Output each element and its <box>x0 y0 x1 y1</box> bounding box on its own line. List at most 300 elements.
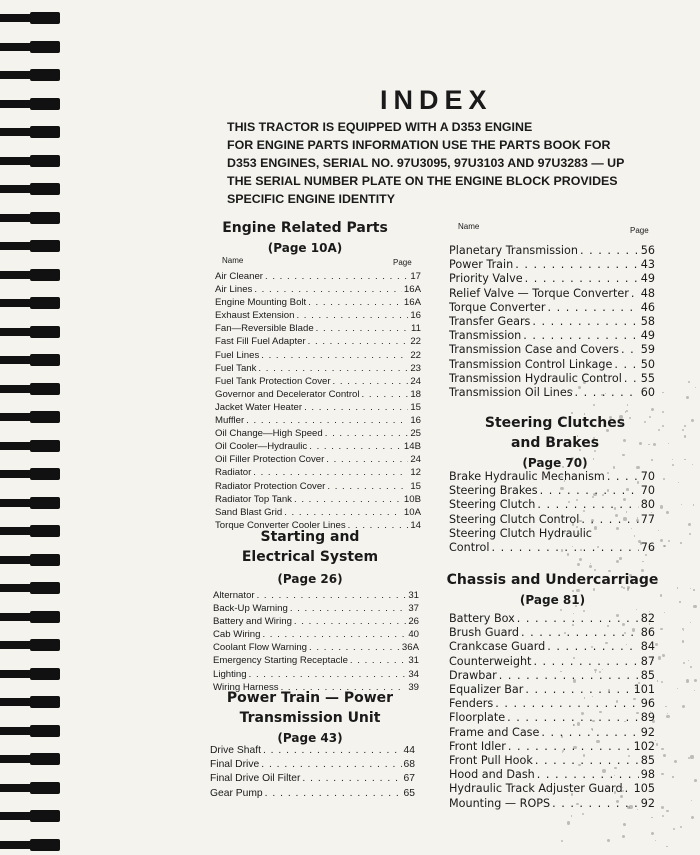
leader-dots <box>535 754 639 768</box>
entry-page: 82 <box>640 612 655 625</box>
entry-name: Sand Blast Grid <box>215 506 283 518</box>
index-entry <box>215 296 421 309</box>
print-speck <box>578 533 580 535</box>
leader-dots <box>325 427 409 440</box>
section-title: Steering Clutches <box>484 415 626 431</box>
print-speck <box>682 429 684 431</box>
print-speck <box>660 594 662 596</box>
print-speck <box>681 504 682 505</box>
print-speck <box>660 628 662 630</box>
leader-dots <box>333 375 409 388</box>
print-speck <box>591 522 593 524</box>
entry-name: Oil Change—High Speed <box>215 428 323 440</box>
print-speck <box>564 632 566 634</box>
leader-dots <box>296 309 408 322</box>
print-speck <box>576 803 579 806</box>
entry-page: 36A <box>401 642 419 654</box>
print-speck <box>560 487 563 490</box>
entry-name: Air Cleaner <box>215 271 263 282</box>
print-speck <box>627 577 629 579</box>
engine-parts-list <box>215 270 421 532</box>
print-speck <box>651 459 653 461</box>
steering-parts-list <box>449 470 655 555</box>
print-speck <box>693 589 695 591</box>
entry-page: 25 <box>410 428 421 440</box>
entry-name: Fenders <box>449 697 494 711</box>
entry-name: Transfer Gears <box>449 315 531 329</box>
index-entry <box>449 301 655 315</box>
print-speck <box>633 698 635 700</box>
binding-ring <box>30 668 60 680</box>
print-speck <box>666 511 669 514</box>
print-speck <box>694 690 695 691</box>
binding-ring <box>30 525 60 537</box>
notice-line: THIS TRACTOR IS EQUIPPED WITH A D353 ENGINE <box>227 120 533 134</box>
leader-dots <box>261 758 401 772</box>
entry-name: Radiator Protection Cover <box>215 480 326 492</box>
print-speck <box>571 815 573 817</box>
print-speck <box>666 715 669 718</box>
index-entry <box>449 640 655 654</box>
entry-page: 23 <box>410 362 421 374</box>
entry-name: Power Train <box>449 258 514 272</box>
print-speck <box>639 442 642 445</box>
leader-dots <box>262 628 406 641</box>
entry-name: Relief Valve — Torque Converter <box>449 286 629 300</box>
leader-dots <box>541 726 638 740</box>
entry-name: Emergency Starting Receptacle <box>213 655 348 667</box>
leader-dots <box>499 669 639 683</box>
entry-page: 17 <box>410 271 421 282</box>
entry-page: 49 <box>640 329 655 343</box>
spiral-binding <box>0 0 52 855</box>
entry-page: 16A <box>403 284 421 296</box>
entry-name: Alternator <box>213 590 255 601</box>
entry-name: Frame and Case <box>449 725 540 739</box>
print-speck <box>680 826 682 828</box>
entry-page: 98 <box>640 768 655 782</box>
print-speck <box>668 443 669 444</box>
binding-ring <box>30 753 60 765</box>
print-speck <box>661 681 663 683</box>
print-speck <box>651 832 654 835</box>
index-entry <box>215 480 421 493</box>
print-speck <box>628 677 629 678</box>
entry-page: 60 <box>640 386 655 400</box>
print-speck <box>621 586 623 588</box>
entry-name: Drive Shaft <box>210 745 261 756</box>
entry-page: 39 <box>408 681 419 693</box>
print-speck <box>626 410 628 412</box>
leader-dots <box>261 349 408 362</box>
index-entry <box>215 493 421 506</box>
print-speck <box>635 687 637 689</box>
entry-page: 70 <box>640 484 655 498</box>
leader-dots <box>625 782 632 796</box>
print-speck <box>688 523 691 526</box>
entry-page: 22 <box>410 336 421 348</box>
print-speck <box>597 546 599 548</box>
leader-dots <box>284 506 402 519</box>
entry-page: 12 <box>410 467 421 479</box>
leader-dots <box>253 466 408 479</box>
index-entry <box>215 427 421 440</box>
print-speck <box>677 587 678 588</box>
index-entry <box>210 758 415 772</box>
print-speck <box>620 795 623 798</box>
print-speck <box>686 396 689 399</box>
binding-ring <box>30 497 60 509</box>
binding-ring <box>30 839 60 851</box>
entry-page: 37 <box>408 603 419 615</box>
binding-ring <box>30 69 60 81</box>
print-speck <box>653 443 656 446</box>
section-page-ref: (Page 43) <box>277 731 343 745</box>
engine-section-heading <box>215 218 395 258</box>
entry-page: 16 <box>410 310 421 322</box>
powertrain-section-heading <box>215 688 405 748</box>
entry-name: Torque Converter Cooler Lines <box>215 519 346 531</box>
entry-name: Control <box>449 541 490 555</box>
leader-dots <box>263 744 402 758</box>
entry-page: 16A <box>403 297 421 309</box>
entry-name: Steering Brakes <box>449 484 538 498</box>
print-speck <box>663 478 665 480</box>
print-speck <box>594 526 597 529</box>
index-entry <box>215 362 421 375</box>
entry-name: Floorplate <box>449 711 506 725</box>
entry-name: Priority Valve <box>449 272 523 286</box>
leader-dots <box>525 272 639 286</box>
index-entry <box>449 287 655 301</box>
index-entry <box>215 401 421 414</box>
leader-dots <box>257 589 407 602</box>
entry-page: 11 <box>411 323 421 335</box>
entry-page: 16 <box>410 415 421 427</box>
entry-name: Governor and Decelerator Control <box>215 388 360 400</box>
entry-name: Fuel Tank <box>215 362 257 374</box>
index-entry <box>449 697 655 711</box>
entry-name: Gear Pump <box>210 787 263 799</box>
print-speck <box>595 671 596 672</box>
print-speck <box>623 498 626 501</box>
section-title: Transmission Unit <box>239 710 381 726</box>
print-speck <box>657 680 659 682</box>
index-entry <box>215 440 421 453</box>
print-speck <box>576 589 579 592</box>
leader-dots <box>532 315 638 329</box>
leader-dots <box>548 301 639 315</box>
entry-name: Back-Up Warning <box>213 603 288 615</box>
section-title: and Brakes <box>510 435 600 451</box>
index-entry <box>215 270 421 283</box>
print-speck <box>593 588 595 590</box>
print-speck <box>693 605 696 608</box>
print-speck <box>571 412 572 413</box>
index-entry <box>213 641 419 654</box>
print-speck <box>661 748 663 750</box>
index-entry <box>215 375 421 388</box>
entry-page: 58 <box>640 315 655 329</box>
print-speck <box>616 700 619 703</box>
print-speck <box>575 605 577 607</box>
index-entry <box>210 787 415 801</box>
index-entry <box>449 484 655 498</box>
print-speck <box>579 558 582 561</box>
print-speck <box>684 435 687 438</box>
index-entry <box>449 768 655 782</box>
print-speck <box>622 835 625 838</box>
entry-page: 24 <box>410 454 421 466</box>
print-speck <box>627 404 629 406</box>
print-speck <box>619 415 622 418</box>
entry-page: 34 <box>408 668 419 680</box>
entry-page: 14 <box>410 519 421 531</box>
index-entry <box>449 386 655 400</box>
print-speck <box>616 560 619 563</box>
index-entry <box>215 349 421 362</box>
entry-page: 68 <box>403 759 415 771</box>
print-speck <box>568 501 570 503</box>
entry-name: Brake Hydraulic Mechanism <box>449 470 605 483</box>
print-speck <box>691 419 694 422</box>
leader-dots <box>249 668 407 681</box>
binding-ring <box>30 326 60 338</box>
entry-name: Steering Clutch Hydraulic <box>449 526 592 540</box>
entry-page: 14B <box>403 441 421 453</box>
index-entry <box>215 388 421 401</box>
entry-name: Lighting <box>213 668 247 680</box>
index-entry <box>210 744 415 758</box>
starting-parts-list <box>213 589 419 694</box>
print-speck <box>672 459 673 460</box>
print-speck <box>602 769 605 772</box>
print-speck <box>645 554 647 556</box>
entry-name: Steering Clutch Control <box>449 512 580 526</box>
print-speck <box>572 624 574 626</box>
section-title: Chassis and Undercarriage <box>446 572 659 588</box>
print-speck <box>623 823 626 826</box>
print-speck <box>663 754 666 757</box>
entry-name: Transmission Oil Lines <box>449 386 573 400</box>
entry-name: Hydraulic Track Adjuster Guard <box>449 782 623 796</box>
print-speck <box>684 459 685 460</box>
leader-dots <box>316 322 409 335</box>
print-speck <box>673 828 675 830</box>
entry-page: 55 <box>640 371 655 385</box>
entry-name: Equalizer Bar <box>449 683 524 697</box>
binding-ring <box>30 554 60 566</box>
print-speck <box>667 713 669 715</box>
entry-name: Front Pull Hook <box>449 754 533 768</box>
entry-name: Transmission Control Linkage <box>449 357 613 371</box>
entry-name: Hood and Dash <box>449 768 535 782</box>
print-speck <box>620 422 623 425</box>
index-entry <box>449 470 655 484</box>
print-speck <box>572 523 574 525</box>
entry-name: Fuel Lines <box>215 349 260 361</box>
print-speck <box>577 435 578 436</box>
entry-page: 102 <box>633 739 655 753</box>
leader-dots <box>523 329 638 343</box>
entry-name: Jacket Water Heater <box>215 401 303 413</box>
entry-name: Crankcase Guard <box>449 640 546 654</box>
print-speck <box>589 565 592 568</box>
index-entry <box>449 541 655 555</box>
print-speck <box>668 540 670 542</box>
entry-name: Mounting — ROPS <box>449 796 551 810</box>
entry-name: Muffler <box>215 415 245 427</box>
print-speck <box>686 679 689 682</box>
print-speck <box>682 640 684 642</box>
leader-dots <box>294 493 402 506</box>
index-entry <box>215 283 421 296</box>
binding-ring <box>30 212 60 224</box>
print-speck <box>653 660 654 661</box>
section-title: Starting and <box>260 529 360 545</box>
print-speck <box>690 588 691 589</box>
leader-dots <box>614 358 638 372</box>
print-speck <box>690 666 692 668</box>
print-speck <box>626 488 629 491</box>
print-speck <box>581 712 584 715</box>
index-entry <box>215 322 421 335</box>
print-speck <box>605 642 607 644</box>
entry-name: Fan—Reversible Blade <box>215 323 314 335</box>
print-speck <box>662 425 664 427</box>
print-speck <box>690 755 693 758</box>
leader-dots <box>326 453 408 466</box>
entry-name: Transmission Case and Covers <box>449 343 619 357</box>
entry-name: Torque Converter <box>449 300 546 314</box>
print-speck <box>661 773 664 776</box>
entry-page: 101 <box>633 683 655 697</box>
print-speck <box>629 805 632 808</box>
print-speck <box>636 519 639 522</box>
binding-ring <box>30 12 60 24</box>
section-title: Power Train — Power <box>226 690 394 706</box>
name-column-header: Name <box>222 256 244 265</box>
leader-dots <box>508 740 632 754</box>
entry-name: Oil Filler Protection Cover <box>215 454 325 466</box>
print-speck <box>562 466 564 468</box>
print-speck <box>614 791 617 794</box>
print-speck <box>672 464 674 466</box>
binding-ring <box>30 411 60 423</box>
print-speck <box>607 839 610 842</box>
entry-name: Exhaust Extension <box>215 310 295 322</box>
entry-page: 31 <box>408 655 419 667</box>
print-speck <box>664 612 666 614</box>
index-entry <box>215 453 421 466</box>
notice-line: SPECIFIC ENGINE IDENTITY <box>227 192 395 206</box>
print-speck <box>688 381 690 383</box>
print-speck <box>592 496 594 498</box>
entry-name: Fuel Tank Protection Cover <box>215 375 331 387</box>
print-speck <box>644 421 646 423</box>
entry-page: 50 <box>640 357 655 371</box>
print-speck <box>661 806 664 809</box>
print-speck <box>567 553 569 555</box>
entry-name: Drawbar <box>449 668 497 682</box>
print-speck <box>638 682 640 684</box>
notice-line: FOR ENGINE PARTS INFORMATION USE THE PARTS BOOK FOR <box>227 138 611 152</box>
print-speck <box>695 387 696 388</box>
leader-dots <box>265 270 408 283</box>
leader-dots <box>575 386 639 400</box>
entry-page: 92 <box>640 725 655 739</box>
index-entry <box>449 527 655 541</box>
print-speck <box>694 679 697 682</box>
entry-name: Air Lines <box>215 284 253 296</box>
entry-name: Transmission Hydraulic Control <box>449 371 622 385</box>
binding-ring <box>30 126 60 138</box>
binding-ring <box>30 383 60 395</box>
entry-name: Battery and Wiring <box>213 616 292 628</box>
index-entry <box>213 602 419 615</box>
binding-ring <box>30 155 60 167</box>
print-speck <box>601 394 604 397</box>
index-entry <box>449 315 655 329</box>
print-speck <box>614 767 616 769</box>
leader-dots <box>265 787 402 801</box>
print-speck <box>561 735 563 737</box>
print-speck <box>656 743 659 746</box>
print-speck <box>665 706 667 708</box>
entry-page: 89 <box>640 711 655 725</box>
entry-page: 31 <box>408 590 419 601</box>
print-speck <box>660 505 663 508</box>
leader-dots <box>515 258 639 272</box>
entry-page: 15 <box>410 480 421 492</box>
print-speck <box>560 609 562 611</box>
print-speck <box>660 539 663 542</box>
entry-name: Counterweight <box>449 654 532 668</box>
section-title: Electrical System <box>241 549 379 565</box>
index-entry <box>213 668 419 681</box>
print-speck <box>691 816 694 819</box>
entry-page: 43 <box>640 258 655 272</box>
leader-dots <box>552 797 639 811</box>
print-speck <box>591 728 593 730</box>
entry-name: Transmission <box>449 329 522 343</box>
entry-page: 80 <box>640 498 655 512</box>
index-entry <box>215 506 421 519</box>
leader-dots <box>258 362 408 375</box>
entry-page: 26 <box>408 616 419 628</box>
print-speck <box>694 779 697 782</box>
print-speck <box>607 625 609 627</box>
binding-ring <box>30 696 60 708</box>
index-entry <box>449 683 655 697</box>
binding-ring <box>30 98 60 110</box>
print-speck <box>578 386 581 389</box>
print-speck <box>693 504 694 505</box>
print-speck <box>678 482 679 483</box>
index-entry <box>449 655 655 669</box>
leader-dots <box>327 480 408 493</box>
index-entry <box>449 358 655 372</box>
page-title: INDEX <box>380 85 493 115</box>
entry-page: 10A <box>403 506 421 518</box>
print-speck <box>616 800 618 802</box>
leader-dots <box>580 244 639 258</box>
print-speck <box>579 520 582 523</box>
print-speck <box>690 622 691 623</box>
print-speck <box>679 601 681 603</box>
print-speck <box>623 517 626 520</box>
print-speck <box>636 466 639 469</box>
